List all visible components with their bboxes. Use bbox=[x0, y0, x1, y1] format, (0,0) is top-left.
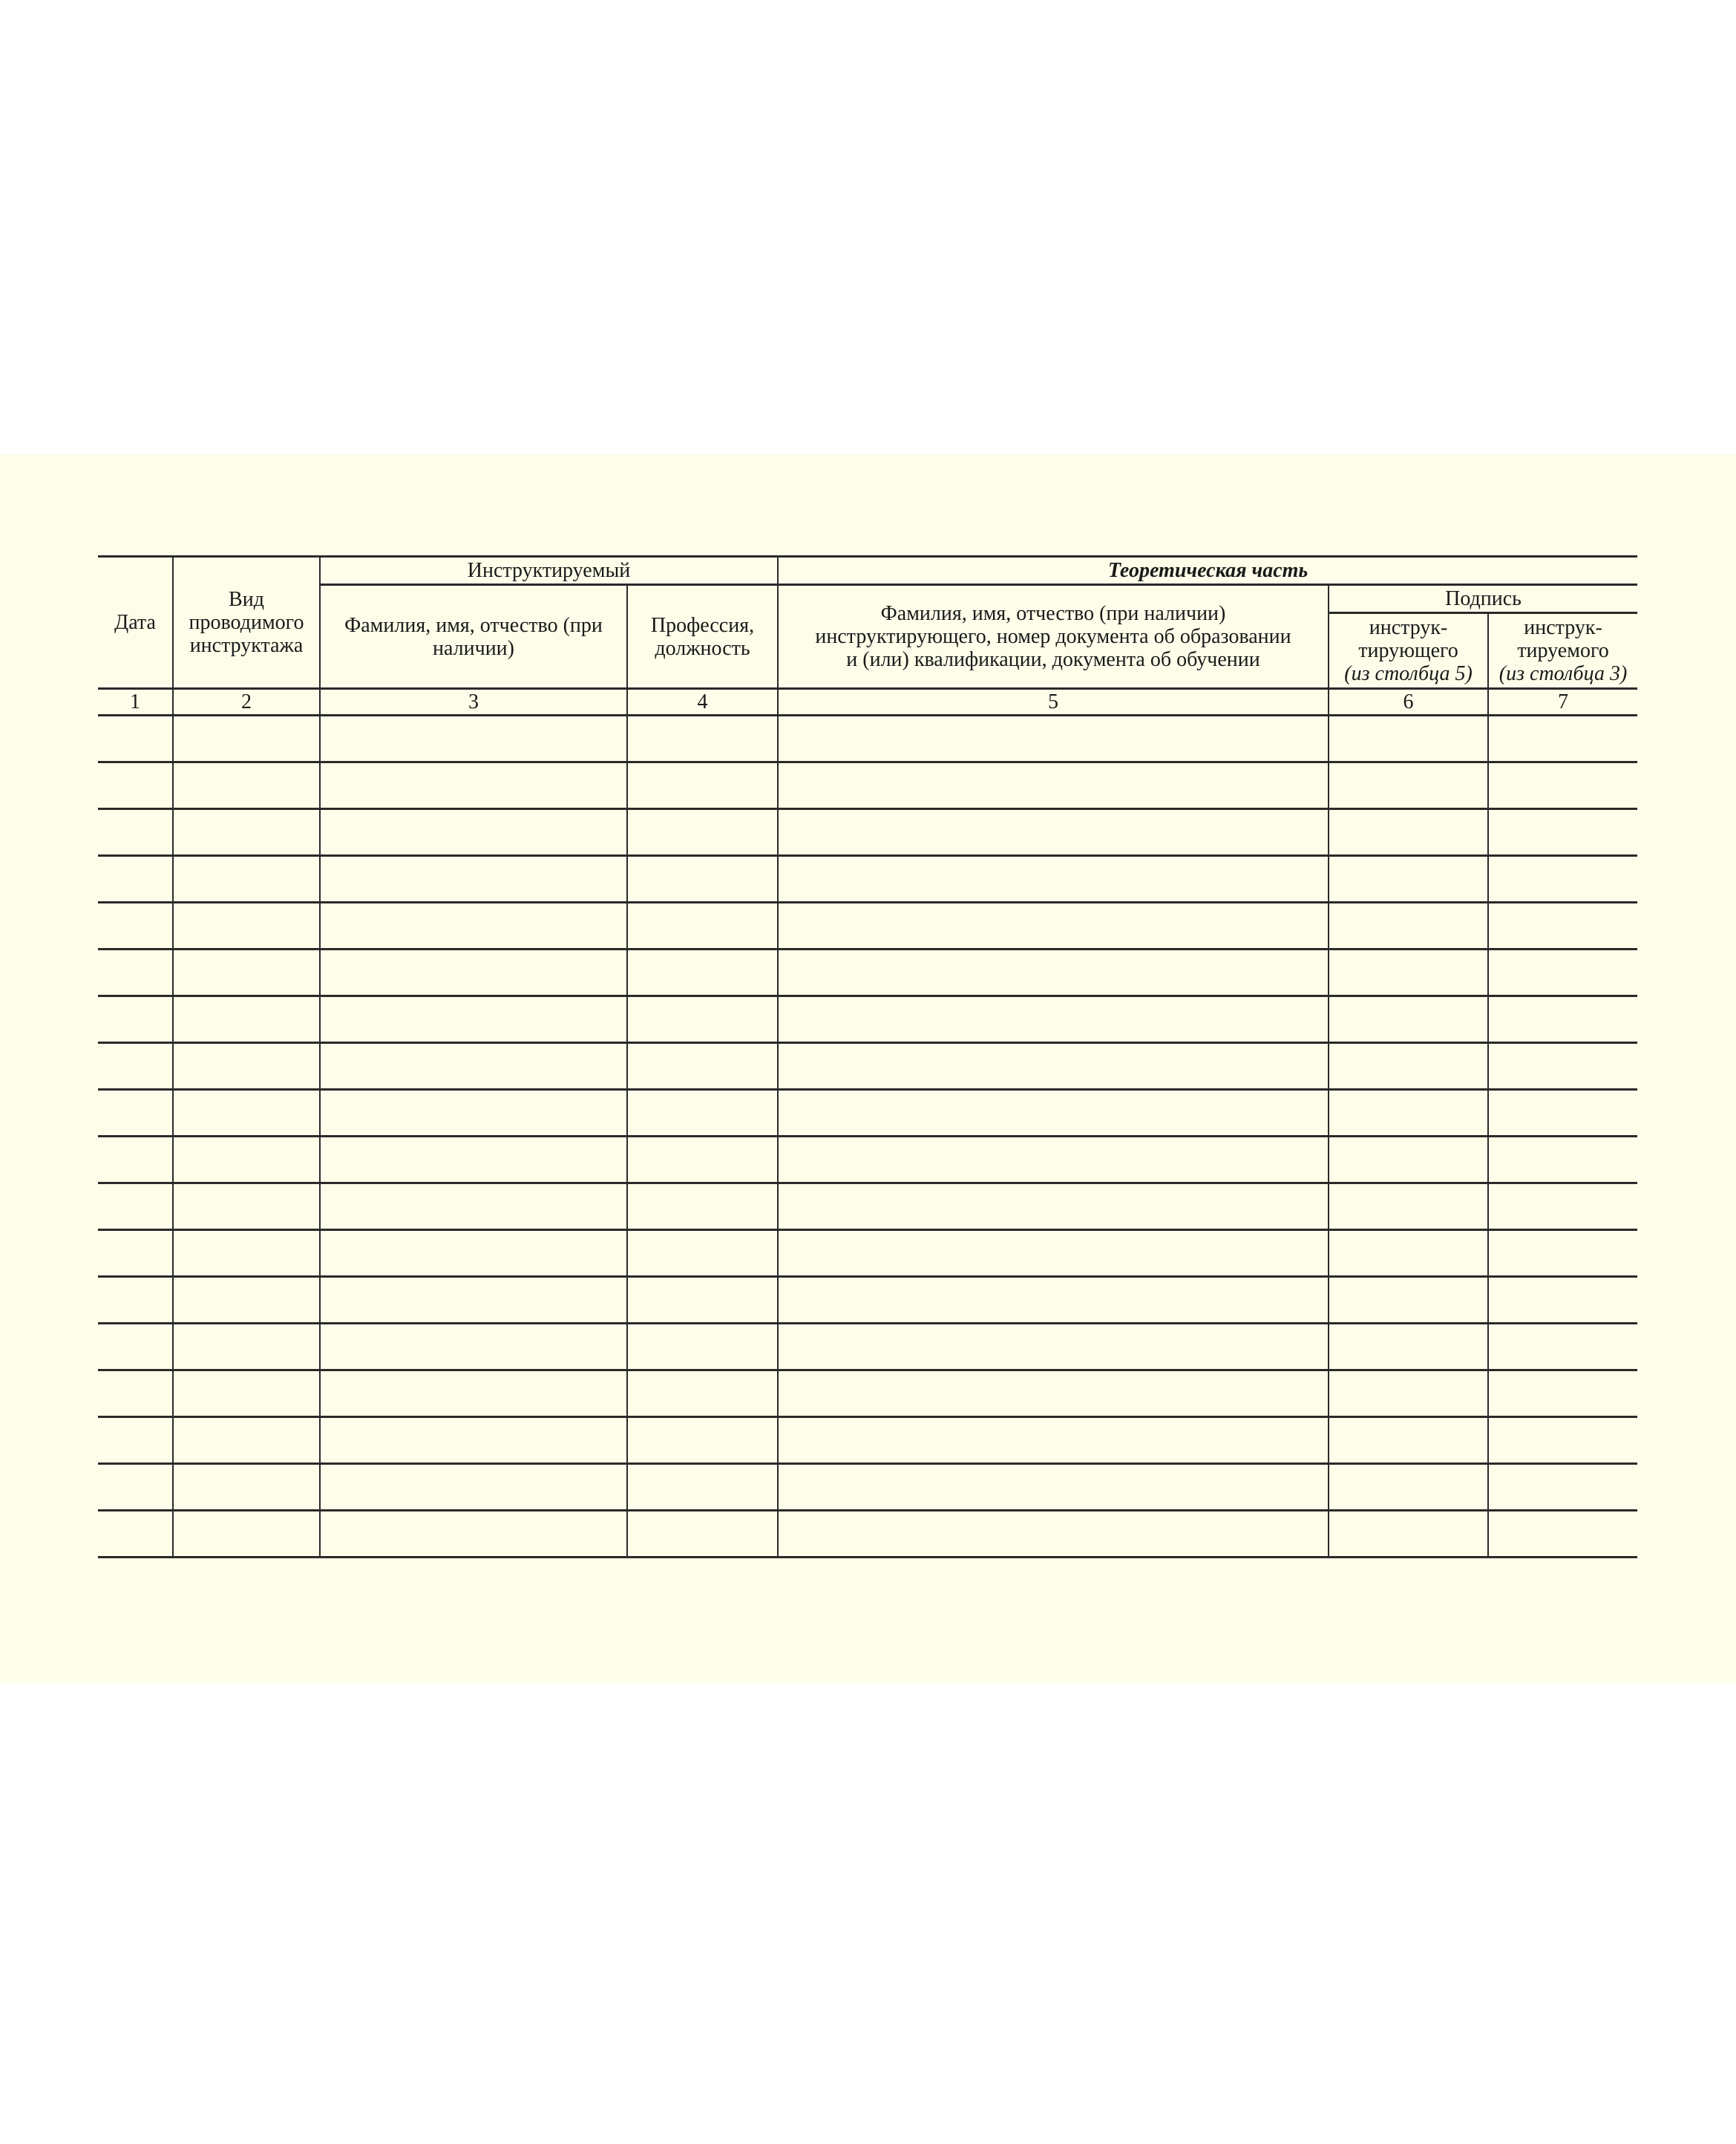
table-row bbox=[98, 1183, 1637, 1230]
table-cell bbox=[173, 1464, 320, 1511]
table-row bbox=[98, 1511, 1637, 1558]
table-cell bbox=[98, 1324, 173, 1370]
header-row-middle bbox=[98, 585, 1637, 613]
table-cell bbox=[627, 1277, 778, 1324]
table-cell bbox=[1329, 1137, 1488, 1183]
table-cell bbox=[173, 1370, 320, 1417]
table-row bbox=[98, 1324, 1637, 1370]
table-cell bbox=[320, 1090, 627, 1137]
table-cell bbox=[627, 1137, 778, 1183]
table-cell bbox=[320, 1324, 627, 1370]
header-row-top bbox=[98, 557, 1637, 585]
sign-instructor-note: (из столбца 5) bbox=[1344, 662, 1473, 685]
column-number: 6 bbox=[1329, 689, 1488, 716]
table-cell bbox=[320, 762, 627, 809]
table-cell bbox=[1329, 856, 1488, 903]
column-number: 7 bbox=[1488, 689, 1637, 716]
table-cell bbox=[1488, 1183, 1637, 1230]
table-cell bbox=[320, 856, 627, 903]
table-cell bbox=[98, 1464, 173, 1511]
table-row bbox=[98, 903, 1637, 950]
table-cell bbox=[320, 1464, 627, 1511]
table-cell bbox=[98, 809, 173, 856]
table-cell bbox=[320, 996, 627, 1043]
sign-instructed-label: инструк- тируемого bbox=[1517, 616, 1609, 662]
table-cell bbox=[173, 856, 320, 903]
table-row bbox=[98, 1137, 1637, 1183]
table-cell bbox=[173, 1417, 320, 1464]
column-number: 4 bbox=[627, 689, 778, 716]
table-cell bbox=[1329, 1277, 1488, 1324]
table-cell bbox=[1329, 1324, 1488, 1370]
table-cell bbox=[173, 716, 320, 762]
table-cell bbox=[778, 1511, 1329, 1558]
table-cell bbox=[98, 1417, 173, 1464]
table-cell bbox=[98, 716, 173, 762]
table-cell bbox=[1488, 716, 1637, 762]
table-cell bbox=[778, 1277, 1329, 1324]
table-cell bbox=[778, 1183, 1329, 1230]
table-cell bbox=[320, 1417, 627, 1464]
table-cell bbox=[778, 716, 1329, 762]
table-cell bbox=[778, 950, 1329, 996]
table-cell bbox=[778, 809, 1329, 856]
table-cell bbox=[778, 1230, 1329, 1277]
table-cell bbox=[98, 1230, 173, 1277]
table-cell bbox=[173, 1043, 320, 1090]
table-cell bbox=[173, 1137, 320, 1183]
table-cell bbox=[173, 762, 320, 809]
table-row bbox=[98, 809, 1637, 856]
table-row bbox=[98, 716, 1637, 762]
table-cell bbox=[778, 1090, 1329, 1137]
table-cell bbox=[320, 809, 627, 856]
table-cell bbox=[98, 856, 173, 903]
header-sign-instructor bbox=[1329, 613, 1488, 689]
table-cell bbox=[98, 762, 173, 809]
table-cell bbox=[627, 1324, 778, 1370]
column-number: 5 bbox=[778, 689, 1329, 716]
table-cell bbox=[778, 856, 1329, 903]
table-cell bbox=[98, 950, 173, 996]
table-cell bbox=[627, 1183, 778, 1230]
table-cell bbox=[627, 1511, 778, 1558]
instruction-journal-table bbox=[98, 555, 1637, 1558]
table-cell bbox=[627, 1417, 778, 1464]
table-cell bbox=[627, 996, 778, 1043]
header-instruction-type: Вид проводимого инструктажа bbox=[173, 557, 320, 689]
table-cell bbox=[320, 1277, 627, 1324]
header-theory-part: Теоретическая часть bbox=[778, 557, 1637, 585]
table-row bbox=[98, 1370, 1637, 1417]
table-cell bbox=[778, 1043, 1329, 1090]
table-cell bbox=[627, 856, 778, 903]
table-row bbox=[98, 1464, 1637, 1511]
table-cell bbox=[1329, 1043, 1488, 1090]
column-number-row bbox=[98, 689, 1637, 716]
table-cell bbox=[778, 1417, 1329, 1464]
table-cell bbox=[1329, 762, 1488, 809]
table-cell bbox=[320, 1370, 627, 1417]
table-cell bbox=[173, 1230, 320, 1277]
table-cell bbox=[1488, 1370, 1637, 1417]
table-cell bbox=[1329, 809, 1488, 856]
table-cell bbox=[1488, 1137, 1637, 1183]
table-cell bbox=[1488, 996, 1637, 1043]
table-cell bbox=[778, 762, 1329, 809]
table-cell bbox=[778, 1464, 1329, 1511]
table-cell bbox=[1329, 1511, 1488, 1558]
table-cell bbox=[320, 1230, 627, 1277]
table-cell bbox=[320, 716, 627, 762]
sign-instructed-note: (из столбца 3) bbox=[1498, 662, 1628, 685]
table-cell bbox=[1329, 1370, 1488, 1417]
table-cell bbox=[778, 1137, 1329, 1183]
table-cell bbox=[1488, 1417, 1637, 1464]
table-cell bbox=[320, 1511, 627, 1558]
table-cell bbox=[98, 1090, 173, 1137]
table-cell bbox=[173, 1277, 320, 1324]
table-row bbox=[98, 1230, 1637, 1277]
table-cell bbox=[98, 903, 173, 950]
table-cell bbox=[1329, 1183, 1488, 1230]
table-cell bbox=[1329, 1464, 1488, 1511]
table-row bbox=[98, 762, 1637, 809]
table-cell bbox=[778, 903, 1329, 950]
table-cell bbox=[1329, 996, 1488, 1043]
table-cell bbox=[98, 1183, 173, 1230]
header-instructed-name: Фамилия, имя, отчество (при наличии) bbox=[320, 585, 627, 689]
table-cell bbox=[627, 716, 778, 762]
table-cell bbox=[778, 996, 1329, 1043]
table-cell bbox=[1488, 903, 1637, 950]
table-cell bbox=[778, 1370, 1329, 1417]
table-row bbox=[98, 1090, 1637, 1137]
table-cell bbox=[627, 1090, 778, 1137]
table-cell bbox=[173, 1511, 320, 1558]
table-cell bbox=[1329, 1230, 1488, 1277]
table-cell bbox=[627, 950, 778, 996]
table-row bbox=[98, 1277, 1637, 1324]
column-number: 1 bbox=[98, 689, 173, 716]
table-cell bbox=[1329, 903, 1488, 950]
table-cell bbox=[1488, 856, 1637, 903]
table-body bbox=[98, 716, 1637, 1558]
table-cell bbox=[173, 903, 320, 950]
table-cell bbox=[1329, 950, 1488, 996]
table-cell bbox=[98, 1370, 173, 1417]
header-instructed-position: Профессия, должность bbox=[627, 585, 778, 689]
table-cell bbox=[778, 1324, 1329, 1370]
table-cell bbox=[98, 996, 173, 1043]
table-cell bbox=[98, 1137, 173, 1183]
table-row bbox=[98, 996, 1637, 1043]
table-row bbox=[98, 1043, 1637, 1090]
table-cell bbox=[98, 1511, 173, 1558]
table-cell bbox=[1488, 1464, 1637, 1511]
table-cell bbox=[627, 809, 778, 856]
table-cell bbox=[173, 1090, 320, 1137]
table-cell bbox=[98, 1277, 173, 1324]
table-cell bbox=[320, 950, 627, 996]
table-cell bbox=[627, 1230, 778, 1277]
table-cell bbox=[1329, 716, 1488, 762]
table-cell bbox=[1488, 1511, 1637, 1558]
table-cell bbox=[320, 1043, 627, 1090]
table-cell bbox=[1488, 1090, 1637, 1137]
table-cell bbox=[1329, 1090, 1488, 1137]
table-cell bbox=[627, 762, 778, 809]
table-row bbox=[98, 856, 1637, 903]
header-sign-instructed bbox=[1488, 613, 1637, 689]
table-row bbox=[98, 1417, 1637, 1464]
header-instructor-info: Фамилия, имя, отчество (при наличии) инструктирующего, номер документа об образовании и (или) квалификации, документа об обучении bbox=[778, 585, 1329, 689]
header-instructed-group: Инструктируемый bbox=[320, 557, 778, 585]
table-cell bbox=[1329, 1417, 1488, 1464]
column-number: 3 bbox=[320, 689, 627, 716]
table-cell bbox=[173, 1183, 320, 1230]
header-signature-group: Подпись bbox=[1329, 585, 1637, 613]
table-cell bbox=[98, 1043, 173, 1090]
table-cell bbox=[320, 1137, 627, 1183]
table-cell bbox=[1488, 762, 1637, 809]
table-cell bbox=[173, 809, 320, 856]
table-cell bbox=[1488, 1277, 1637, 1324]
table-cell bbox=[173, 1324, 320, 1370]
table-cell bbox=[1488, 1043, 1637, 1090]
table-cell bbox=[320, 1183, 627, 1230]
table-cell bbox=[1488, 950, 1637, 996]
header-date: Дата bbox=[98, 557, 173, 689]
table-cell bbox=[1488, 1230, 1637, 1277]
sign-instructor-label: инструк- тирующего bbox=[1358, 616, 1458, 662]
table-cell bbox=[627, 1464, 778, 1511]
table-cell bbox=[173, 950, 320, 996]
table-cell bbox=[627, 1043, 778, 1090]
table-cell bbox=[627, 903, 778, 950]
table-cell bbox=[627, 1370, 778, 1417]
table-cell bbox=[1488, 809, 1637, 856]
table-cell bbox=[1488, 1324, 1637, 1370]
table-cell bbox=[320, 903, 627, 950]
table-cell bbox=[173, 996, 320, 1043]
column-number: 2 bbox=[173, 689, 320, 716]
table-row bbox=[98, 950, 1637, 996]
